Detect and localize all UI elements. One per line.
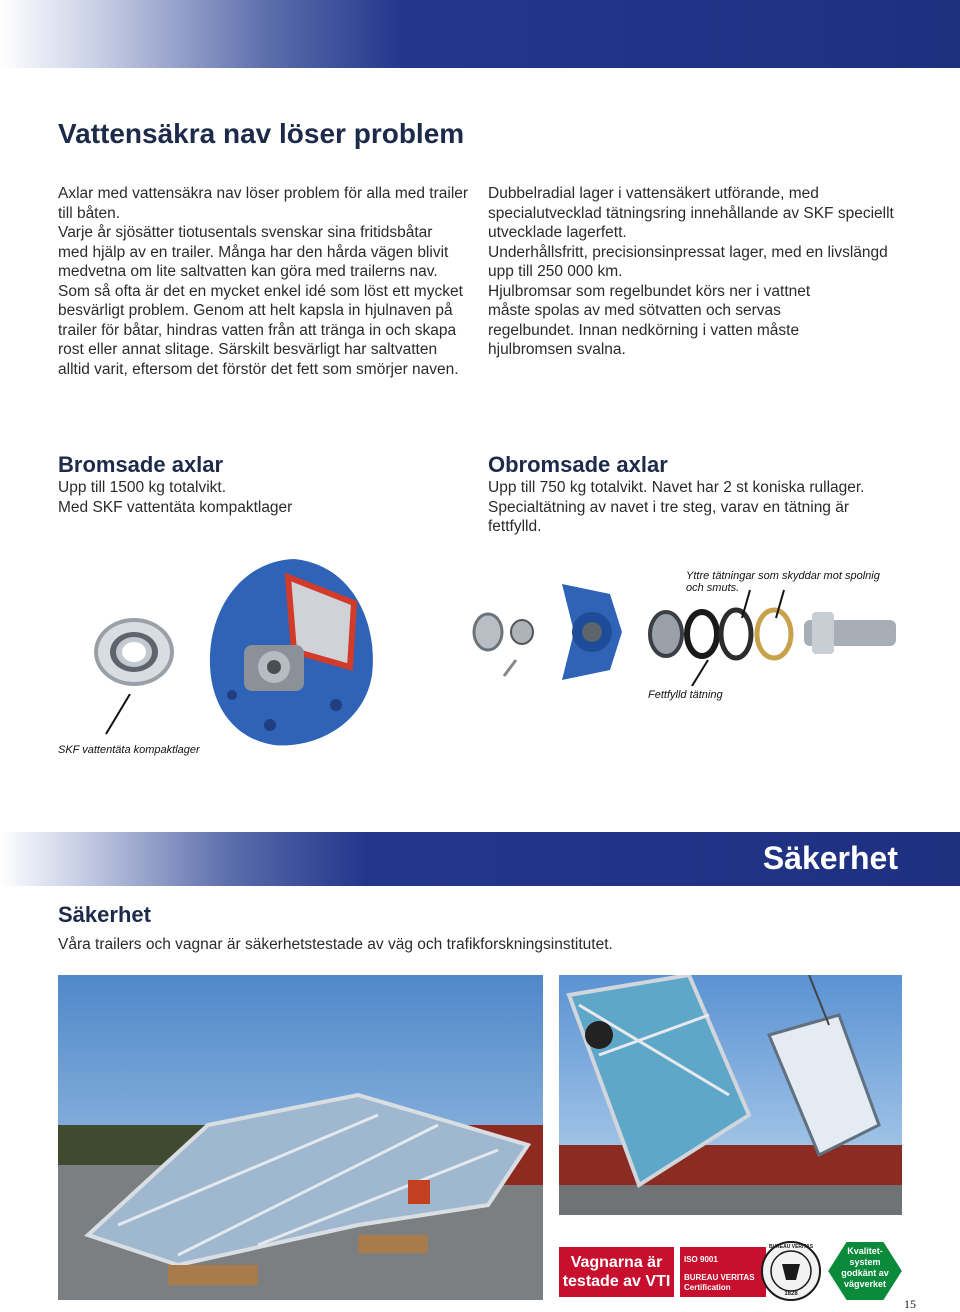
unbraked-axles-text bbox=[488, 478, 908, 537]
safety-band-title: Säkerhet bbox=[762, 840, 898, 876]
compact-bearing-caption: SKF vattentäta kompaktlager bbox=[58, 744, 200, 756]
seal-year: 1828 bbox=[784, 1291, 798, 1297]
compact-bearing-image bbox=[86, 612, 182, 692]
quality-badge-line: vägverket bbox=[843, 1279, 887, 1289]
boat-trailer-test-photo bbox=[58, 975, 543, 1300]
vti-badge-line: Vagnarna är bbox=[570, 1254, 663, 1271]
intro-right-line: upp till 250 000 km. bbox=[488, 263, 623, 280]
unbraked-line: fettfylld. bbox=[488, 518, 542, 535]
intro-right-column bbox=[488, 184, 908, 360]
braked-line: Upp till 1500 kg totalvikt. bbox=[58, 479, 227, 496]
page-title: Vattensäkra nav löser problem bbox=[58, 118, 465, 149]
unbraked-line: Upp till 750 kg totalvikt. Navet har 2 st koniska rullager. bbox=[488, 479, 865, 496]
intro-right-line: måste spolas av med sötvatten och servas bbox=[488, 302, 781, 319]
page-number: 15 bbox=[904, 1297, 916, 1311]
seal-text: BUREAU VERITAS bbox=[768, 1244, 814, 1250]
safety-text: Våra trailers och vagnar är säkerhetstestade av väg och trafikforskningsinstitutet. bbox=[58, 936, 613, 953]
caption-pointer-line bbox=[100, 694, 140, 736]
unbraked-line: Specialtätning av navet i tre steg, varav en tätning är bbox=[488, 498, 850, 516]
intro-left-line: med hjälp av en trailer. Många har den hårda vägen blivit bbox=[58, 243, 449, 261]
intro-right-line: Underhållsfritt, precisionsinpressat lager, med en livslängd bbox=[488, 243, 888, 261]
caption-pointer-lines bbox=[740, 588, 790, 620]
intro-left-line: rost eller annat slitage. Särskilt besvärligt har saltvatten bbox=[58, 341, 438, 358]
intro-left-column bbox=[58, 184, 478, 379]
vti-badge-line: testade av VTI bbox=[562, 1273, 671, 1290]
outer-seals-caption-line: och smuts. bbox=[686, 582, 740, 594]
intro-right-line: utvecklade lagerfett. bbox=[488, 224, 627, 241]
braked-axles-text bbox=[58, 478, 458, 517]
bv-badge-line: BUREAU VERITAS bbox=[684, 1273, 755, 1282]
trailer-tilt-test-photo bbox=[559, 975, 902, 1215]
brake-hub-cutaway-image bbox=[204, 555, 380, 751]
quality-badge-line: godkänt av bbox=[841, 1268, 889, 1278]
intro-left-line: medvetna om lite saltvatten kan göra med trailerns nav. bbox=[58, 263, 438, 280]
vti-tested-badge bbox=[559, 1247, 674, 1297]
intro-left-line: Axlar med vattensäkra nav löser problem för alla med trailer bbox=[58, 185, 469, 202]
quality-badge-line: Kvalitet- bbox=[847, 1246, 883, 1256]
quality-badge-line: system bbox=[849, 1257, 881, 1267]
caption-pointer-line bbox=[688, 658, 712, 688]
intro-right-line: Hjulbromsar som regelbundet körs ner i vattnet bbox=[488, 282, 811, 300]
bv-badge-line: Certification bbox=[684, 1283, 731, 1292]
intro-left-line: Varje år sjösätter tiotusentals svenskar sina fritidsbåtar bbox=[58, 224, 433, 241]
intro-left-line: trailer för båtar, hindras vatten från att tränga in och skapa bbox=[58, 321, 457, 339]
header-gradient-band bbox=[0, 0, 960, 68]
intro-left-line: Som så ofta är det en mycket enkel idé som löst ett mycket bbox=[58, 282, 463, 300]
quality-badge-text bbox=[826, 1246, 904, 1290]
intro-left-line: till båten. bbox=[58, 204, 121, 222]
unbraked-axles-heading: Obromsade axlar bbox=[488, 452, 668, 477]
intro-left-line: alltid varit, eftersom det förstör det fett som smörjer naven. bbox=[58, 360, 459, 378]
braked-line: Med SKF vattentäta kompaktlager bbox=[58, 498, 293, 516]
bureau-veritas-seal bbox=[760, 1240, 822, 1302]
intro-right-line: Dubbelradial lager i vattensäkert utförande, med bbox=[488, 185, 819, 202]
intro-right-line: hjulbromsen svalna. bbox=[488, 341, 626, 358]
braked-axles-heading: Bromsade axlar bbox=[58, 452, 224, 477]
intro-right-line: regelbundet. Innan nedkörning i vatten måste bbox=[488, 321, 800, 339]
quality-system-badge bbox=[826, 1240, 904, 1302]
intro-left-line: besvärligt problem. Genom att helt kapsla in hjulnaven på bbox=[58, 302, 453, 319]
grease-seal-caption: Fettfylld tätning bbox=[648, 689, 723, 701]
outer-seals-caption-line: Yttre tätningar som skyddar mot spolnig bbox=[686, 570, 880, 582]
intro-right-line: specialutvecklad tätningsring innehållande av SKF speciellt bbox=[488, 204, 894, 222]
bureau-veritas-certification-badge bbox=[680, 1247, 766, 1297]
bv-badge-line: ISO 9001 bbox=[684, 1255, 718, 1264]
safety-heading: Säkerhet bbox=[58, 902, 151, 927]
